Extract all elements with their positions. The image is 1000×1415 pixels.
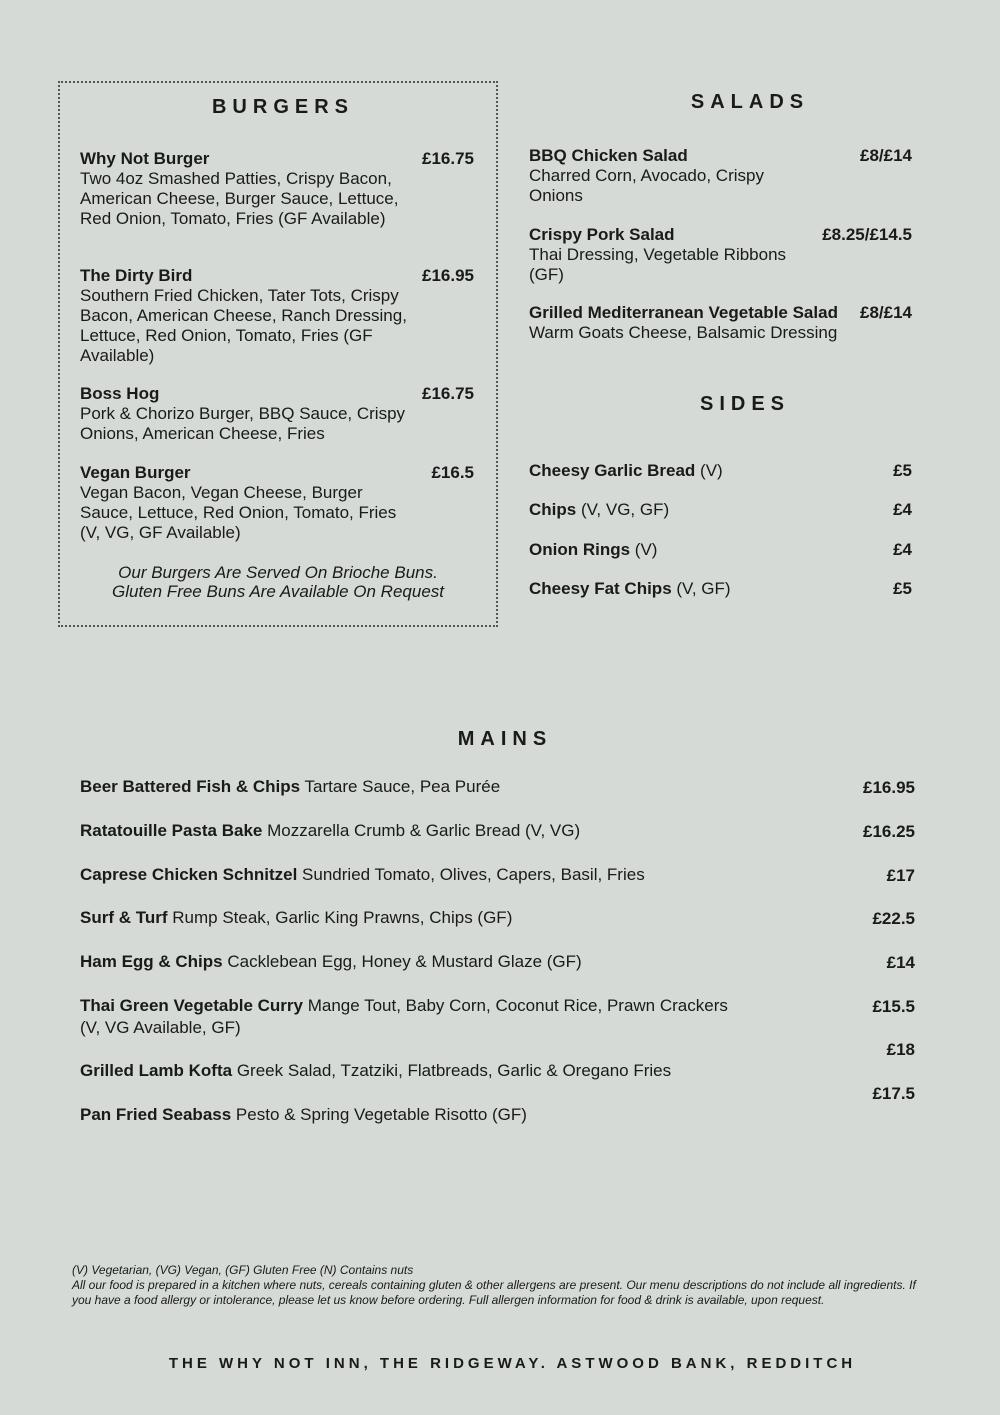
item-desc: Thai Dressing, Vegetable Ribbons (GF) bbox=[529, 245, 787, 284]
venue-address: THE WHY NOT INN, THE RIDGEWAY. ASTWOOD BANK, REDDITCH bbox=[168, 1355, 857, 1372]
salad-item bbox=[529, 146, 819, 206]
sides-heading: SIDES bbox=[699, 393, 791, 415]
item-name: The Dirty Bird bbox=[80, 266, 193, 285]
item-name: Ratatouille Pasta Bake bbox=[80, 821, 263, 840]
side-item bbox=[529, 460, 723, 482]
main-price: £18 bbox=[886, 1040, 915, 1059]
burger-item bbox=[80, 149, 410, 229]
item-desc: Rump Steak, Garlic King Prawns, Chips (GF) bbox=[172, 908, 513, 927]
allergen-notice: All our food is prepared in a kitchen where nuts, cereals containing gluten & other allergens are present. Our menu descriptions do not include all ingredients. If you have a food allergy or intolerance, please let us know before ordering. Full allergen information for food & drink is available, upon request. bbox=[72, 1278, 916, 1307]
main-item bbox=[80, 820, 580, 842]
main-item bbox=[80, 1060, 671, 1082]
item-desc: Mozzarella Crumb & Garlic Bread (V, VG) bbox=[267, 821, 581, 840]
item-desc: (V) bbox=[700, 461, 723, 480]
item-price: £16.75 bbox=[422, 149, 474, 168]
main-price: £16.25 bbox=[863, 822, 915, 841]
side-item bbox=[529, 578, 731, 600]
burger-item bbox=[80, 384, 410, 444]
item-price: £16.75 bbox=[422, 384, 474, 403]
item-name: BBQ Chicken Salad bbox=[529, 146, 688, 165]
burger-item bbox=[80, 266, 410, 366]
item-desc: Two 4oz Smashed Patties, Crispy Bacon, American Cheese, Burger Sauce, Lettuce, Red Onion, Tomato, Fries (GF Available) bbox=[80, 169, 399, 228]
item-name: Cheesy Garlic Bread bbox=[529, 461, 696, 480]
item-name: Chips bbox=[529, 500, 577, 519]
main-price: £22.5 bbox=[872, 909, 915, 928]
item-desc: (V) bbox=[634, 540, 658, 559]
item-name: Pan Fried Seabass bbox=[80, 1105, 232, 1124]
item-desc: Sundried Tomato, Olives, Capers, Basil, Fries bbox=[302, 865, 645, 884]
item-name: Surf & Turf bbox=[80, 908, 168, 927]
main-price: £17.5 bbox=[872, 1084, 915, 1103]
item-desc: Greek Salad, Tzatziki, Flatbreads, Garlic & Oregano Fries bbox=[236, 1061, 672, 1080]
burgers-note-line2: Gluten Free Buns Are Available On Request bbox=[112, 582, 444, 601]
burgers-heading: BURGERS bbox=[211, 96, 354, 118]
item-name: Why Not Burger bbox=[80, 149, 210, 168]
side-item bbox=[529, 539, 657, 561]
main-price: £17 bbox=[886, 866, 915, 885]
side-item bbox=[529, 499, 669, 521]
item-price: £5 bbox=[893, 579, 912, 598]
salad-item bbox=[529, 225, 819, 285]
main-item bbox=[80, 776, 500, 798]
item-desc: Mange Tout, Baby Corn, Coconut Rice, Prawn Crackers bbox=[307, 996, 728, 1015]
item-price: £16.95 bbox=[422, 266, 474, 285]
item-desc: Tartare Sauce, Pea Purée bbox=[304, 777, 501, 796]
burgers-note-line1: Our Burgers Are Served On Brioche Buns. bbox=[118, 563, 438, 582]
item-price: £4 bbox=[893, 540, 912, 559]
main-item bbox=[80, 995, 728, 1039]
item-desc: Pork & Chorizo Burger, BBQ Sauce, Crispy Onions, American Cheese, Fries bbox=[80, 404, 406, 443]
item-desc: (V, VG, GF) bbox=[580, 500, 670, 519]
item-desc: Pesto & Spring Vegetable Risotto (GF) bbox=[235, 1105, 527, 1124]
item-name: Cheesy Fat Chips bbox=[529, 579, 672, 598]
main-item bbox=[80, 1104, 527, 1126]
item-desc: Warm Goats Cheese, Balsamic Dressing bbox=[529, 323, 838, 342]
item-name: Grilled Lamb Kofta bbox=[80, 1061, 233, 1080]
main-item bbox=[80, 907, 512, 929]
item-price: £8/£14 bbox=[860, 303, 912, 322]
main-item bbox=[80, 864, 645, 886]
item-desc: Cacklebean Egg, Honey & Mustard Glaze (GF) bbox=[227, 952, 582, 971]
item-name: Caprese Chicken Schnitzel bbox=[80, 865, 298, 884]
main-price: £15.5 bbox=[872, 997, 915, 1016]
item-name: Grilled Mediterranean Vegetable Salad bbox=[529, 303, 838, 322]
mains-heading: MAINS bbox=[457, 728, 553, 750]
item-name: Crispy Pork Salad bbox=[529, 225, 675, 244]
main-price: £14 bbox=[886, 953, 915, 972]
item-name: Vegan Burger bbox=[80, 463, 191, 482]
salad-item bbox=[529, 303, 839, 343]
item-name: Ham Egg & Chips bbox=[80, 952, 223, 971]
item-price: £16.5 bbox=[431, 463, 474, 482]
main-item bbox=[80, 951, 582, 973]
item-price: £8/£14 bbox=[860, 146, 912, 165]
allergen-legend: (V) Vegetarian, (VG) Vegan, (GF) Gluten Free (N) Contains nuts bbox=[72, 1263, 414, 1277]
main-price: £16.95 bbox=[863, 778, 915, 797]
item-price: £5 bbox=[893, 461, 912, 480]
salads-heading: SALADS bbox=[690, 91, 810, 113]
item-desc: Charred Corn, Avocado, Crispy Onions bbox=[529, 166, 764, 205]
burger-item bbox=[80, 463, 400, 543]
item-name: Onion Rings bbox=[529, 540, 631, 559]
item-price: £4 bbox=[893, 500, 912, 519]
item-desc: (V, GF) bbox=[676, 579, 731, 598]
item-desc-line2: (V, VG Available, GF) bbox=[80, 1018, 241, 1037]
item-name: Beer Battered Fish & Chips bbox=[80, 777, 301, 796]
item-desc: Vegan Bacon, Vegan Cheese, Burger Sauce, Lettuce, Red Onion, Tomato, Fries (V, VG, GF Available) bbox=[80, 483, 397, 542]
item-name: Boss Hog bbox=[80, 384, 160, 403]
item-desc: Southern Fried Chicken, Tater Tots, Crispy Bacon, American Cheese, Ranch Dressing, Lettuce, Red Onion, Tomato, Fries (GF Available) bbox=[80, 286, 407, 365]
item-name: Thai Green Vegetable Curry bbox=[80, 996, 303, 1015]
item-price: £8.25/£14.5 bbox=[822, 225, 912, 244]
